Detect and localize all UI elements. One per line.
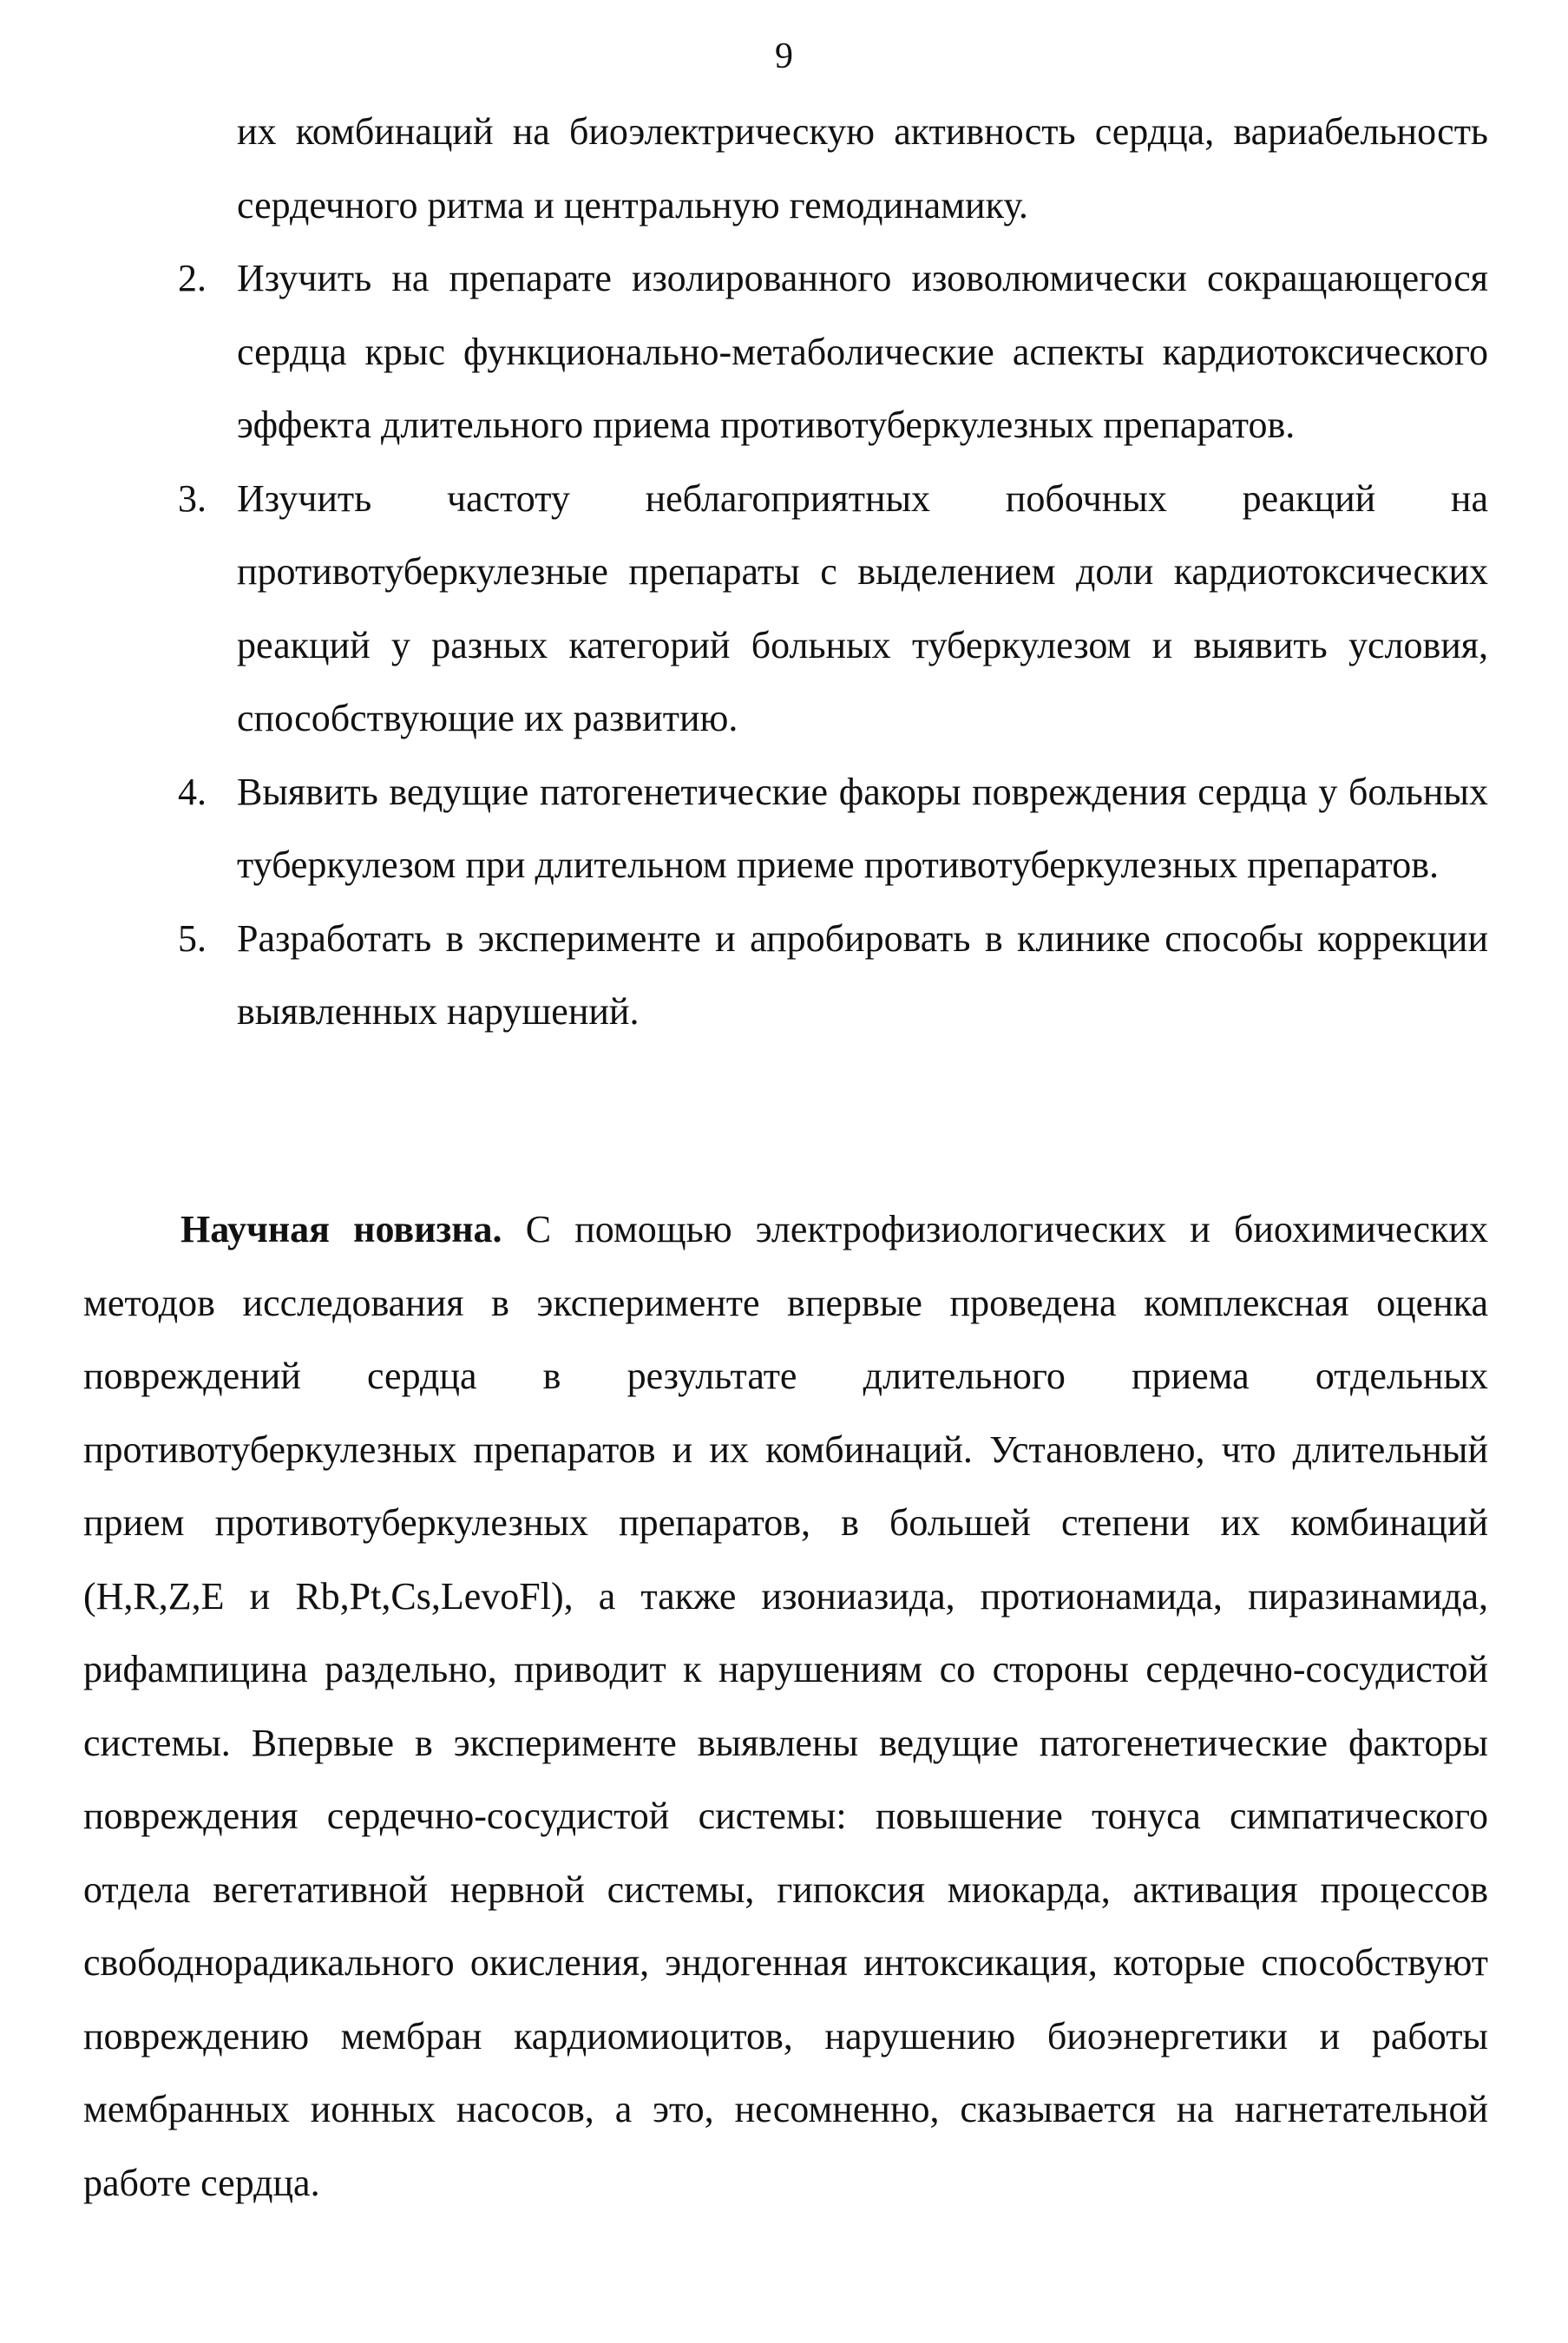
section-heading: Научная новизна. bbox=[180, 1208, 502, 1250]
list-item-number: 5. bbox=[178, 916, 207, 960]
page-number: 9 bbox=[775, 36, 793, 76]
paragraph-text: С помощью электрофизиологических и биохимических методов исследования в эксперименте впервые проведена комплексная оценка повреждений сердца в результате длительного приема отдельных противотуберкулезных препаратов и их комбинаций. Установлено, что длительный прием противотуберкулезных препаратов, в большей степени их комбинаций (H,R,Z,E и Rb,Pt,Cs,LevoFl), а также изониазида, протионамида, пиразинамида, рифампицина раздельно, приводит к нарушениям со стороны сердечно-сосудистой системы. Впервые в эксперименте выявлены ведущие патогенетические факторы повреждения сердечно-сосудистой системы: повышение тонуса симпатического отдела вегетативной нервной системы, гипоксия миокарда, активация процессов свободнорадикального окисления, эндогенная интоксикация, которые способствуют повреждению мембран кардиомиоцитов, нарушению биоэнергетики и работы мембранных ионных насосов, а это, несомненно, сказывается на нагнетательной работе сердца. bbox=[83, 1208, 1488, 2204]
list-item-number: 3. bbox=[178, 476, 207, 520]
list-item bbox=[178, 902, 1488, 1049]
list-item-number: 2. bbox=[178, 257, 207, 299]
list-item bbox=[178, 95, 1488, 242]
list-item-text: Выявить ведущие патогенетические факоры повреждения сердца у больных туберкулезом при длительном приеме противотуберкулезных препаратов. bbox=[237, 770, 1488, 886]
list-item-text: Изучить на препарате изолированного изоволюмически сокращающегося сердца крыс функционально-метаболические аспекты кардиотоксического эффекта длительного приема противотуберкулезных препаратов. bbox=[237, 257, 1488, 446]
list-item-number: 4. bbox=[178, 770, 207, 813]
list-item-text: их комбинаций на биоэлектрическую активность сердца, вариабельность сердечного ритма и центральную гемодинамику. bbox=[237, 110, 1488, 226]
list-item-text: Изучить частоту неблагоприятных побочных реакций на противотуберкулезные препараты с выделением доли кардиотоксических реакций у разных категорий больных туберкулезом и выявить условия, способствующие их развитию. bbox=[237, 476, 1488, 739]
list-item bbox=[178, 756, 1488, 902]
objectives-list bbox=[178, 95, 1488, 1049]
list-item-text: Разработать в эксперименте и апробировать в клинике способы коррекции выявленных нарушений. bbox=[237, 916, 1488, 1033]
list-item bbox=[178, 242, 1488, 463]
list-item bbox=[178, 463, 1488, 756]
scientific-novelty-paragraph bbox=[83, 1193, 1488, 2220]
